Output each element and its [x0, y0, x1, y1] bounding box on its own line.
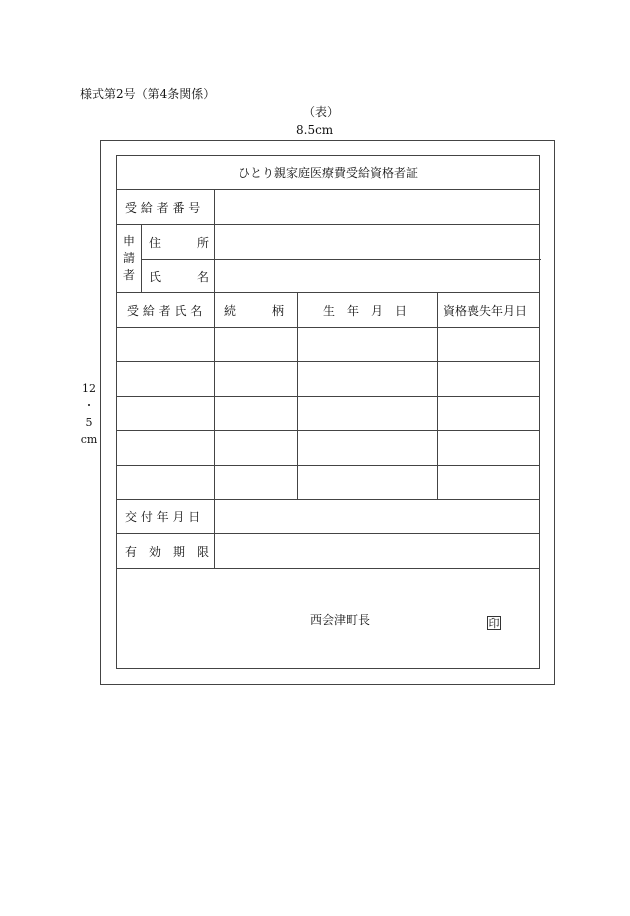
side-label: （表）	[303, 105, 340, 119]
col-birth-date: 生 年 月 日	[323, 303, 408, 318]
validity-row	[117, 534, 539, 569]
applicant-block	[117, 225, 539, 293]
table-row	[117, 397, 539, 431]
issuer-name: 西会津町長	[310, 613, 371, 627]
issue-date-label: 交 付 年 月 日	[125, 510, 201, 524]
card-title: ひとり親家庭医療費受給資格者証	[237, 166, 418, 180]
height-dimension-label	[80, 380, 98, 448]
issue-date-row	[117, 500, 539, 534]
column-header-row	[117, 293, 539, 328]
table-row	[117, 431, 539, 466]
height-char: 5	[85, 416, 93, 429]
recipient-number-field	[215, 190, 541, 224]
recipient-number-row	[117, 190, 539, 225]
applicant-char: 者	[122, 268, 135, 282]
col-relationship: 続 柄	[224, 303, 285, 318]
seal-mark	[487, 612, 501, 631]
form-number: 様式第2号（第4条関係）	[80, 87, 216, 101]
applicant-char: 申	[122, 234, 135, 248]
applicant-label	[117, 225, 141, 292]
table-row	[117, 328, 539, 362]
applicant-char: 請	[122, 251, 135, 265]
col-recipient-name: 受 給 者 氏 名	[127, 303, 203, 318]
title-row	[117, 156, 539, 190]
height-char: 12	[82, 382, 96, 395]
height-char: cm	[80, 433, 98, 446]
table-row	[117, 466, 539, 500]
width-dimension-label: 8.5cm	[296, 123, 334, 137]
recipient-number-label: 受 給 者 番 号	[125, 200, 201, 215]
table-row	[117, 362, 539, 397]
height-char: ・	[83, 399, 95, 412]
certificate-card	[116, 155, 540, 669]
col-loss-date: 資格喪失年月日	[443, 303, 528, 318]
validity-label: 有 効 期 限	[125, 544, 210, 559]
seal-icon: 印	[488, 617, 500, 630]
address-label: 住 所	[149, 235, 210, 250]
name-label: 氏 名	[149, 269, 210, 284]
